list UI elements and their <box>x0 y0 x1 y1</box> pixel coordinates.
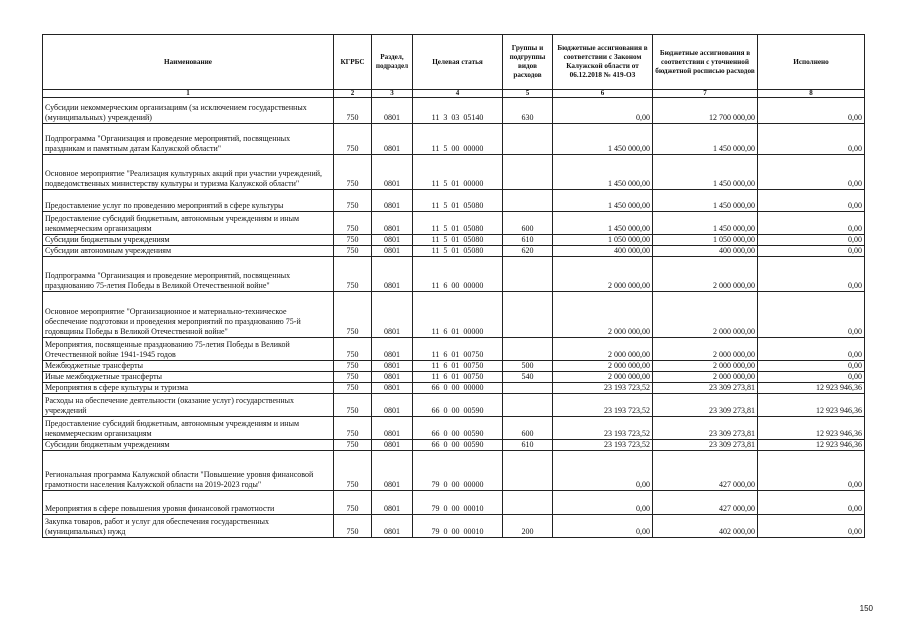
col-number: 3 <box>372 90 413 98</box>
row-refined-cell: 12 700 000,00 <box>653 98 758 124</box>
table-row <box>43 212 865 235</box>
row-executed-cell: 0,00 <box>758 98 865 124</box>
row-kgrbs-cell: 750 <box>334 338 372 361</box>
row-kgrbs-cell: 750 <box>334 246 372 257</box>
row-name-cell: Мероприятия, посвященные празднованию 75-летия Победы в Великой Отечественной войне 1941-1945 годов <box>43 338 334 361</box>
row-target-cell: 11 5 00 00000 <box>413 124 503 155</box>
row-target-cell: 11 6 01 00750 <box>413 361 503 372</box>
row-kgrbs-cell: 750 <box>334 190 372 212</box>
row-section-cell: 0801 <box>372 292 413 338</box>
row-kgrbs-cell: 750 <box>334 212 372 235</box>
table-row <box>43 190 865 212</box>
row-name-cell: Основное мероприятие "Организационное и материально-техническое обеспечение подготовки и проведения мероприятий по празднованию 75-й годовщины Победы в Великой Отечественной войне" <box>43 292 334 338</box>
col-number: 5 <box>503 90 553 98</box>
row-group-cell: 540 <box>503 372 553 383</box>
row-law-cell: 2 000 000,00 <box>553 292 653 338</box>
col-kgrbs-header: КГРБС <box>334 35 372 90</box>
row-executed-cell: 12 923 946,36 <box>758 440 865 451</box>
row-target-cell: 11 5 01 05080 <box>413 190 503 212</box>
row-section-cell: 0801 <box>372 246 413 257</box>
row-refined-cell: 402 000,00 <box>653 515 758 538</box>
row-law-cell: 2 000 000,00 <box>553 257 653 292</box>
col-number: 1 <box>43 90 334 98</box>
row-target-cell: 79 0 00 00010 <box>413 491 503 515</box>
row-target-cell: 66 0 00 00590 <box>413 394 503 417</box>
table-row <box>43 155 865 190</box>
row-law-cell: 0,00 <box>553 451 653 491</box>
row-law-cell: 0,00 <box>553 515 653 538</box>
row-law-cell: 1 450 000,00 <box>553 212 653 235</box>
row-name-cell: Мероприятия в сфере повышения уровня финансовой грамотности <box>43 491 334 515</box>
row-target-cell: 66 0 00 00590 <box>413 417 503 440</box>
row-name-cell: Закупка товаров, работ и услуг для обеспечения государственных (муниципальных) нужд <box>43 515 334 538</box>
row-group-cell: 500 <box>503 361 553 372</box>
row-kgrbs-cell: 750 <box>334 124 372 155</box>
row-law-cell: 0,00 <box>553 98 653 124</box>
row-law-cell: 23 193 723,52 <box>553 440 653 451</box>
row-refined-cell: 23 309 273,81 <box>653 383 758 394</box>
row-name-cell: Субсидии бюджетным учреждениям <box>43 235 334 246</box>
column-number-row <box>43 90 865 98</box>
row-section-cell: 0801 <box>372 491 413 515</box>
row-executed-cell: 0,00 <box>758 246 865 257</box>
row-law-cell: 2 000 000,00 <box>553 372 653 383</box>
table-row <box>43 417 865 440</box>
row-name-cell: Иные межбюджетные трансферты <box>43 372 334 383</box>
table-row <box>43 292 865 338</box>
row-target-cell: 11 6 01 00000 <box>413 292 503 338</box>
row-refined-cell: 2 000 000,00 <box>653 372 758 383</box>
row-target-cell: 66 0 00 00000 <box>413 383 503 394</box>
row-law-cell: 1 050 000,00 <box>553 235 653 246</box>
row-group-cell: 610 <box>503 440 553 451</box>
row-target-cell: 79 0 00 00010 <box>413 515 503 538</box>
row-refined-cell: 23 309 273,81 <box>653 417 758 440</box>
row-law-cell: 0,00 <box>553 491 653 515</box>
row-section-cell: 0801 <box>372 98 413 124</box>
row-executed-cell: 12 923 946,36 <box>758 417 865 440</box>
row-refined-cell: 2 000 000,00 <box>653 292 758 338</box>
row-group-cell: 620 <box>503 246 553 257</box>
col-law-header: Бюджетные ассигнования в соответствии с Законом Калужской области от 06.12.2018 № 419-ОЗ <box>553 35 653 90</box>
table-row <box>43 124 865 155</box>
row-section-cell: 0801 <box>372 155 413 190</box>
row-section-cell: 0801 <box>372 515 413 538</box>
row-section-cell: 0801 <box>372 394 413 417</box>
row-law-cell: 1 450 000,00 <box>553 124 653 155</box>
row-kgrbs-cell: 750 <box>334 361 372 372</box>
row-group-cell: 600 <box>503 212 553 235</box>
table-row <box>43 372 865 383</box>
row-group-cell <box>503 124 553 155</box>
row-executed-cell: 0,00 <box>758 124 865 155</box>
row-group-cell <box>503 491 553 515</box>
row-executed-cell: 0,00 <box>758 338 865 361</box>
row-section-cell: 0801 <box>372 372 413 383</box>
col-number: 6 <box>553 90 653 98</box>
table-body <box>43 98 865 538</box>
row-refined-cell: 23 309 273,81 <box>653 394 758 417</box>
row-name-cell: Региональная программа Калужской области "Повышение уровня финансовой грамотности населения Калужской области на 2019-2023 годы" <box>43 451 334 491</box>
col-number: 2 <box>334 90 372 98</box>
col-refined-header: Бюджетные ассигнования в соответствии с уточненной бюджетной росписью расходов <box>653 35 758 90</box>
table-row <box>43 383 865 394</box>
row-kgrbs-cell: 750 <box>334 394 372 417</box>
row-refined-cell: 1 450 000,00 <box>653 190 758 212</box>
row-target-cell: 11 6 01 00750 <box>413 372 503 383</box>
row-name-cell: Предоставление услуг по проведению мероприятий в сфере культуры <box>43 190 334 212</box>
row-executed-cell: 0,00 <box>758 212 865 235</box>
table-row <box>43 98 865 124</box>
table-row <box>43 451 865 491</box>
row-section-cell: 0801 <box>372 212 413 235</box>
row-kgrbs-cell: 750 <box>334 292 372 338</box>
table-row <box>43 235 865 246</box>
row-kgrbs-cell: 750 <box>334 383 372 394</box>
row-law-cell: 1 450 000,00 <box>553 190 653 212</box>
row-name-cell: Субсидии некоммерческим организациям (за исключением государственных (муниципальных) учреждений) <box>43 98 334 124</box>
row-name-cell: Субсидии автономным учреждениям <box>43 246 334 257</box>
row-target-cell: 11 5 01 05080 <box>413 246 503 257</box>
row-group-cell: 600 <box>503 417 553 440</box>
row-executed-cell: 0,00 <box>758 190 865 212</box>
row-executed-cell: 0,00 <box>758 515 865 538</box>
table-row <box>43 257 865 292</box>
row-target-cell: 11 5 01 05080 <box>413 212 503 235</box>
row-refined-cell: 427 000,00 <box>653 491 758 515</box>
row-name-cell: Расходы на обеспечение деятельности (оказание услуг) государственных учреждений <box>43 394 334 417</box>
row-target-cell: 11 5 01 00000 <box>413 155 503 190</box>
row-executed-cell: 12 923 946,36 <box>758 383 865 394</box>
row-law-cell: 2 000 000,00 <box>553 338 653 361</box>
row-target-cell: 11 3 03 05140 <box>413 98 503 124</box>
row-section-cell: 0801 <box>372 257 413 292</box>
row-group-cell <box>503 338 553 361</box>
row-executed-cell: 0,00 <box>758 155 865 190</box>
row-group-cell: 200 <box>503 515 553 538</box>
col-target-header: Целевая статья <box>413 35 503 90</box>
row-executed-cell: 0,00 <box>758 257 865 292</box>
row-executed-cell: 0,00 <box>758 491 865 515</box>
row-target-cell: 11 5 01 05080 <box>413 235 503 246</box>
row-refined-cell: 427 000,00 <box>653 451 758 491</box>
row-name-cell: Подпрограмма "Организация и проведение мероприятий, посвященных празднованию 75-летия Победы в Великой Отечественной войне" <box>43 257 334 292</box>
row-executed-cell: 12 923 946,36 <box>758 394 865 417</box>
row-refined-cell: 1 450 000,00 <box>653 155 758 190</box>
row-kgrbs-cell: 750 <box>334 515 372 538</box>
page-number: 150 <box>859 604 873 613</box>
row-section-cell: 0801 <box>372 235 413 246</box>
row-law-cell: 23 193 723,52 <box>553 417 653 440</box>
col-number: 8 <box>758 90 865 98</box>
row-refined-cell: 2 000 000,00 <box>653 338 758 361</box>
col-number: 7 <box>653 90 758 98</box>
row-kgrbs-cell: 750 <box>334 440 372 451</box>
row-kgrbs-cell: 750 <box>334 155 372 190</box>
row-name-cell: Предоставление субсидий бюджетным, автономным учреждениям и иным некоммерческим организациям <box>43 212 334 235</box>
budget-table <box>42 34 865 538</box>
table-row <box>43 394 865 417</box>
row-executed-cell: 0,00 <box>758 292 865 338</box>
row-group-cell <box>503 190 553 212</box>
row-name-cell: Основное мероприятие "Реализация культурных акций при участии учреждений, подведомственных министерству культуры и туризма Калужской области" <box>43 155 334 190</box>
row-refined-cell: 2 000 000,00 <box>653 257 758 292</box>
row-name-cell: Мероприятия в сфере культуры и туризма <box>43 383 334 394</box>
table-row <box>43 440 865 451</box>
table-row <box>43 361 865 372</box>
row-kgrbs-cell: 750 <box>334 98 372 124</box>
row-section-cell: 0801 <box>372 440 413 451</box>
row-section-cell: 0801 <box>372 383 413 394</box>
row-law-cell: 23 193 723,52 <box>553 394 653 417</box>
row-kgrbs-cell: 750 <box>334 417 372 440</box>
row-executed-cell: 0,00 <box>758 372 865 383</box>
row-target-cell: 79 0 00 00000 <box>413 451 503 491</box>
table-row <box>43 515 865 538</box>
row-group-cell <box>503 292 553 338</box>
table-row <box>43 491 865 515</box>
row-name-cell: Субсидии бюджетным учреждениям <box>43 440 334 451</box>
row-group-cell <box>503 451 553 491</box>
row-refined-cell: 2 000 000,00 <box>653 361 758 372</box>
row-kgrbs-cell: 750 <box>334 491 372 515</box>
col-section-header: Раздел, подраздел <box>372 35 413 90</box>
table-row <box>43 338 865 361</box>
row-target-cell: 11 6 01 00750 <box>413 338 503 361</box>
row-law-cell: 1 450 000,00 <box>553 155 653 190</box>
row-name-cell: Межбюджетные трансферты <box>43 361 334 372</box>
row-section-cell: 0801 <box>372 124 413 155</box>
col-executed-header: Исполнено <box>758 35 865 90</box>
row-executed-cell: 0,00 <box>758 361 865 372</box>
row-law-cell: 2 000 000,00 <box>553 361 653 372</box>
row-section-cell: 0801 <box>372 190 413 212</box>
col-group-header: Группы и подгруппы видов расходов <box>503 35 553 90</box>
row-group-cell <box>503 257 553 292</box>
row-group-cell <box>503 155 553 190</box>
row-executed-cell: 0,00 <box>758 235 865 246</box>
row-refined-cell: 23 309 273,81 <box>653 440 758 451</box>
row-group-cell <box>503 383 553 394</box>
row-kgrbs-cell: 750 <box>334 235 372 246</box>
row-refined-cell: 400 000,00 <box>653 246 758 257</box>
row-refined-cell: 1 450 000,00 <box>653 124 758 155</box>
row-section-cell: 0801 <box>372 451 413 491</box>
row-section-cell: 0801 <box>372 417 413 440</box>
row-refined-cell: 1 050 000,00 <box>653 235 758 246</box>
row-kgrbs-cell: 750 <box>334 372 372 383</box>
row-target-cell: 66 0 00 00590 <box>413 440 503 451</box>
row-section-cell: 0801 <box>372 361 413 372</box>
row-kgrbs-cell: 750 <box>334 257 372 292</box>
row-law-cell: 400 000,00 <box>553 246 653 257</box>
row-section-cell: 0801 <box>372 338 413 361</box>
col-name-header: Наименование <box>43 35 334 90</box>
row-group-cell <box>503 394 553 417</box>
row-target-cell: 11 6 00 00000 <box>413 257 503 292</box>
col-number: 4 <box>413 90 503 98</box>
row-kgrbs-cell: 750 <box>334 451 372 491</box>
row-group-cell: 610 <box>503 235 553 246</box>
row-group-cell: 630 <box>503 98 553 124</box>
row-law-cell: 23 193 723,52 <box>553 383 653 394</box>
table-row <box>43 246 865 257</box>
row-name-cell: Предоставление субсидий бюджетным, автономным учреждениям и иным некоммерческим организациям <box>43 417 334 440</box>
row-name-cell: Подпрограмма "Организация и проведение мероприятий, посвященных праздникам и памятным датам Калужской области" <box>43 124 334 155</box>
row-refined-cell: 1 450 000,00 <box>653 212 758 235</box>
row-executed-cell: 0,00 <box>758 451 865 491</box>
table-header <box>43 35 865 98</box>
